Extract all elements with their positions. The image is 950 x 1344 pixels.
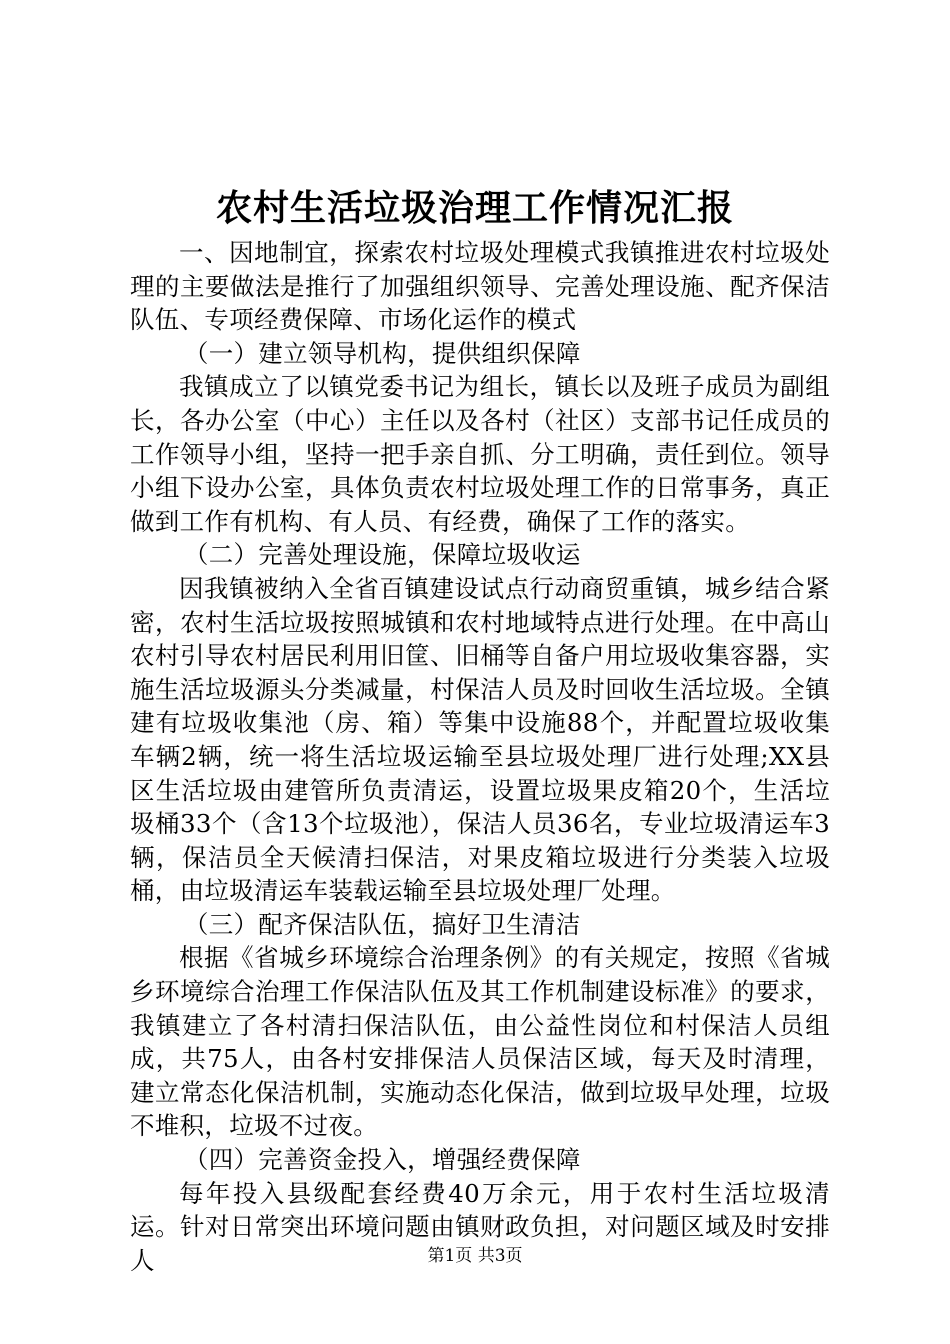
section-heading-2: （二）完善处理设施，保障垃圾收运 bbox=[183, 540, 581, 570]
paragraph-section-3: 根据《省城乡环境综合治理条例》的有关规定，按照《省城乡环境综合治理工作保洁队伍及其工作机制建设标准》的要求，我镇建立了各村清扫保洁队伍，由公益性岗位和村保洁人员组成，共75人，由各村安排保洁人员保洁区域，每天及时清理，建立常态化保洁机制，实施动态化保洁，做到垃圾早处理，垃圾不堆积，垃圾不过夜。 bbox=[130, 943, 830, 1141]
document-body bbox=[130, 236, 830, 1277]
paragraph-section-4: 每年投入县级配套经费40万余元，用于农村生活垃圾清运。针对日常突出环境问题由镇财政负担，对问题区域及时安排人 bbox=[130, 1178, 830, 1275]
paragraph-intro: 一、因地制宜，探索农村垃圾处理模式我镇推进农村垃圾处理的主要做法是推行了加强组织领导、完善处理设施、配齐保洁队伍、专项经费保障、市场化运作的模式 bbox=[130, 238, 830, 335]
section-heading-4: （四）完善资金投入，增强经费保障 bbox=[183, 1145, 581, 1175]
page-title: 农村生活垃圾治理工作情况汇报 bbox=[215, 187, 734, 229]
paragraph-section-2: 因我镇被纳入全省百镇建设试点行动商贸重镇，城乡结合紧密，农村生活垃圾按照城镇和农村地域特点进行处理。在中高山农村引导农村居民利用旧筐、旧桶等自备户用垃圾收集容器，实施生活垃圾源头分类减量，村保洁人员及时回收生活垃圾。全镇建有垃圾收集池（房、箱）等集中设施88个，并配置垃圾收集车辆2辆，统一将生活垃圾运输至县垃圾处理厂进行处理;XX县区生活垃圾由建管所负责清运，设置垃圾果皮箱20个，生活垃圾桶33个（含13个垃圾池），保洁人员36名，专业垃圾清运车3辆，保洁员全天候清扫保洁，对果皮箱垃圾进行分类装入垃圾桶，由垃圾清运车装载运输至县垃圾处理厂处理。 bbox=[130, 573, 830, 906]
page-footer: 第1页 共3页 bbox=[427, 1246, 523, 1266]
section-heading-3: （三）配齐保洁队伍，搞好卫生清洁 bbox=[183, 909, 581, 939]
section-heading-1: （一）建立领导机构，提供组织保障 bbox=[183, 338, 581, 368]
paragraph-section-1: 我镇成立了以镇党委书记为组长，镇长以及班子成员为副组长，各办公室（中心）主任以及各村（社区）支部书记任成员的工作领导小组，坚持一把手亲自抓、分工明确，责任到位。领导小组下设办公室，具体负责农村垃圾处理工作的日常事务，真正做到工作有机构、有人员、有经费，确保了工作的落实。 bbox=[130, 372, 830, 536]
